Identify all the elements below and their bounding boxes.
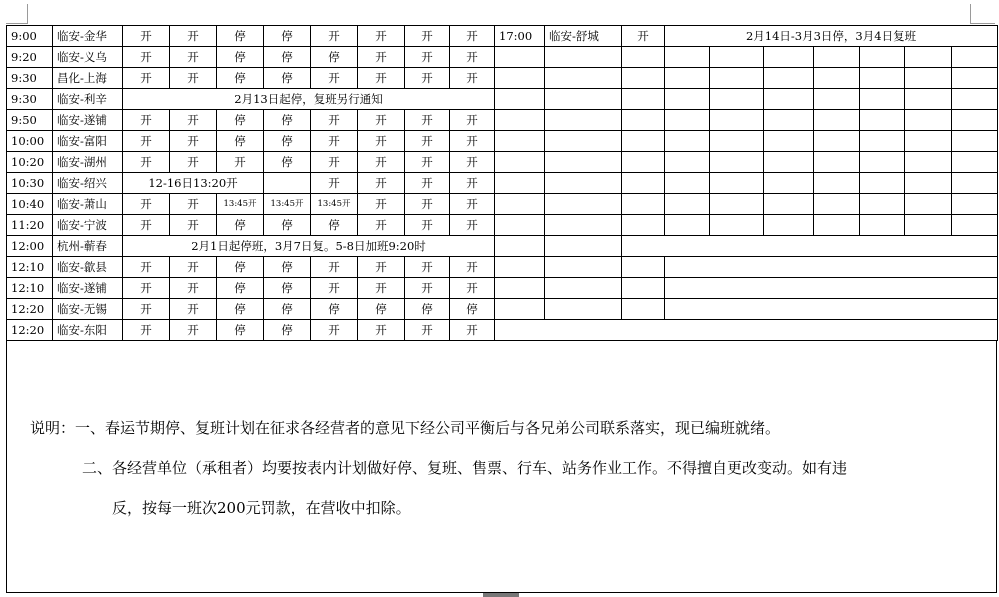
empty-cell	[860, 152, 905, 173]
schedule-day-cell: 开	[450, 278, 495, 299]
empty-cell	[495, 257, 545, 278]
schedule-day-cell: 停	[450, 299, 495, 320]
table-row	[7, 194, 998, 215]
schedule-day-cell: 开	[311, 320, 358, 341]
route-cell: 临安-湖州	[53, 152, 123, 173]
empty-cell	[860, 47, 905, 68]
schedule-day-cell: 停	[358, 299, 405, 320]
schedule-day-cell: 停	[264, 152, 311, 173]
empty-cell	[814, 215, 860, 236]
schedule-day-cell: 停	[311, 299, 358, 320]
empty-cell	[814, 131, 860, 152]
schedule-day-cell: 开	[358, 320, 405, 341]
departure-time-cell: 12:20	[7, 299, 53, 320]
empty-cell	[905, 215, 952, 236]
schedule-day-cell: 开	[123, 110, 170, 131]
schedule-day-cell: 开	[405, 47, 450, 68]
empty-cell	[860, 68, 905, 89]
table-row	[7, 110, 998, 131]
empty-cell	[495, 236, 545, 257]
schedule-day-cell: 开	[311, 152, 358, 173]
empty-cell	[665, 215, 710, 236]
empty-cell	[495, 110, 545, 131]
schedule-day-cell: 开	[450, 194, 495, 215]
empty-cell	[545, 257, 622, 278]
empty-cell	[665, 257, 998, 278]
empty-cell	[545, 47, 622, 68]
empty-cell	[495, 89, 545, 110]
empty-cell	[545, 215, 622, 236]
table-row	[7, 299, 998, 320]
schedule-day-cell: 开	[450, 173, 495, 194]
empty-cell	[622, 215, 665, 236]
empty-cell	[495, 173, 545, 194]
route-cell: 临安-歙县	[53, 257, 123, 278]
empty-cell	[622, 68, 665, 89]
empty-cell	[665, 68, 710, 89]
note-line-1: 说明：一、春运节期停、复班计划在征求各经营者的意见下经公司平衡后与各兄弟公司联系落实，现已编班就绪。	[30, 419, 781, 437]
empty-cell	[622, 89, 665, 110]
empty-cell	[545, 173, 622, 194]
schedule-day-cell: 停	[264, 68, 311, 89]
schedule-day-cell: 开	[123, 68, 170, 89]
schedule-day-cell: 停	[311, 215, 358, 236]
empty-cell	[764, 215, 814, 236]
departure-time-cell: 9:20	[7, 47, 53, 68]
schedule-day-cell: 停	[264, 26, 311, 47]
empty-cell	[952, 110, 998, 131]
empty-cell	[710, 152, 764, 173]
empty-cell	[764, 110, 814, 131]
table-row	[7, 131, 998, 152]
departure-time-cell: 9:00	[7, 26, 53, 47]
empty-cell	[665, 89, 710, 110]
empty-cell	[622, 236, 998, 257]
schedule-day-cell: 停	[217, 47, 264, 68]
route-cell: 临安-义乌	[53, 47, 123, 68]
schedule-day-cell: 停	[264, 257, 311, 278]
empty-cell	[622, 152, 665, 173]
empty-cell	[710, 68, 764, 89]
page-break-marker	[483, 593, 519, 597]
schedule-table	[6, 25, 998, 341]
empty-cell	[764, 173, 814, 194]
empty-cell	[545, 110, 622, 131]
empty-cell	[905, 110, 952, 131]
empty-cell	[495, 320, 998, 341]
schedule-day-cell: 开	[358, 215, 405, 236]
table-row	[7, 215, 998, 236]
empty-cell	[764, 47, 814, 68]
empty-cell	[545, 89, 622, 110]
empty-cell	[545, 194, 622, 215]
schedule-day-cell: 开	[450, 320, 495, 341]
empty-cell	[764, 152, 814, 173]
schedule-day-cell: 开	[405, 215, 450, 236]
table-row	[7, 257, 998, 278]
departure-time-cell: 9:30	[7, 89, 53, 110]
empty-cell	[905, 131, 952, 152]
schedule-note-cell: 2月14日-3月3日停，3月4日复班	[665, 26, 998, 47]
route-cell: 临安-宁波	[53, 215, 123, 236]
empty-cell	[764, 194, 814, 215]
schedule-day-cell: 开	[123, 299, 170, 320]
route-cell: 临安-金华	[53, 26, 123, 47]
schedule-day-cell: 开	[358, 152, 405, 173]
empty-cell	[622, 299, 665, 320]
schedule-day-cell: 开	[311, 278, 358, 299]
empty-cell	[710, 89, 764, 110]
schedule-day-cell: 开	[123, 47, 170, 68]
empty-cell	[952, 194, 998, 215]
departure-time-cell: 12:00	[7, 236, 53, 257]
empty-cell	[814, 89, 860, 110]
empty-cell	[905, 89, 952, 110]
empty-cell	[545, 278, 622, 299]
empty-cell	[710, 215, 764, 236]
schedule-day-cell: 开	[170, 131, 217, 152]
empty-cell	[665, 278, 998, 299]
schedule-day-cell: 13:45开	[217, 194, 264, 215]
empty-cell	[952, 68, 998, 89]
schedule-day-cell: 停	[264, 215, 311, 236]
schedule-day-cell: 停	[264, 47, 311, 68]
schedule-day-cell: 开	[311, 131, 358, 152]
empty-cell	[622, 278, 665, 299]
schedule-day-cell: 开	[358, 173, 405, 194]
schedule-day-cell: 开	[170, 26, 217, 47]
departure-time-cell: 11:20	[7, 215, 53, 236]
empty-cell	[710, 194, 764, 215]
empty-cell	[710, 131, 764, 152]
empty-cell	[860, 194, 905, 215]
empty-cell	[952, 89, 998, 110]
empty-cell	[814, 47, 860, 68]
schedule-day-cell: 停	[405, 299, 450, 320]
schedule-day-cell: 开	[123, 257, 170, 278]
empty-cell	[495, 68, 545, 89]
schedule-day-cell: 开	[170, 215, 217, 236]
schedule-day-cell: 停	[311, 47, 358, 68]
schedule-day-cell: 开	[405, 26, 450, 47]
schedule-day-cell: 13:45开	[264, 194, 311, 215]
schedule-day-cell: 开	[450, 152, 495, 173]
schedule-note-cell: 2月13日起停，复班另行通知	[123, 89, 495, 110]
route-cell: 临安-利辛	[53, 89, 123, 110]
schedule-day-cell: 开	[358, 47, 405, 68]
route-cell: 临安-遂铺	[53, 278, 123, 299]
table-row	[7, 47, 998, 68]
departure-time-cell: 12:20	[7, 320, 53, 341]
empty-cell	[710, 173, 764, 194]
empty-cell	[764, 131, 814, 152]
schedule-day-cell: 停	[217, 320, 264, 341]
table-row	[7, 320, 998, 341]
empty-cell	[952, 173, 998, 194]
route-cell: 临安-舒城	[545, 26, 622, 47]
empty-cell	[622, 173, 665, 194]
schedule-day-cell: 开	[123, 194, 170, 215]
empty-cell	[952, 131, 998, 152]
schedule-day-cell: 开	[405, 278, 450, 299]
empty-cell	[495, 299, 545, 320]
schedule-note-cell: 12-16日13:20开	[123, 173, 264, 194]
empty-cell	[764, 68, 814, 89]
route-cell: 临安-绍兴	[53, 173, 123, 194]
schedule-day-cell: 开	[123, 278, 170, 299]
schedule-day-cell: 开	[358, 194, 405, 215]
schedule-day-cell: 开	[311, 26, 358, 47]
schedule-day-cell: 开	[358, 68, 405, 89]
empty-cell	[905, 152, 952, 173]
empty-cell	[860, 110, 905, 131]
empty-cell	[860, 131, 905, 152]
empty-cell	[814, 173, 860, 194]
schedule-day-cell: 停	[264, 278, 311, 299]
schedule-day-cell: 停	[217, 26, 264, 47]
empty-cell	[622, 194, 665, 215]
departure-time-cell: 9:50	[7, 110, 53, 131]
schedule-day-cell: 开	[450, 131, 495, 152]
route-cell: 临安-东阳	[53, 320, 123, 341]
empty-cell	[665, 152, 710, 173]
schedule-day-cell: 开	[405, 320, 450, 341]
table-row	[7, 152, 998, 173]
route-cell: 昌化-上海	[53, 68, 123, 89]
schedule-day-cell: 开	[311, 257, 358, 278]
empty-cell	[545, 236, 622, 257]
schedule-day-cell: 开	[123, 131, 170, 152]
route-cell: 临安-萧山	[53, 194, 123, 215]
departure-time-cell: 10:30	[7, 173, 53, 194]
page-corner-mark-left-horizontal	[6, 23, 27, 24]
schedule-day-cell: 停	[217, 68, 264, 89]
route-cell: 临安-遂铺	[53, 110, 123, 131]
empty-cell	[905, 173, 952, 194]
schedule-day-cell: 开	[405, 173, 450, 194]
schedule-day-cell: 开	[123, 320, 170, 341]
empty-cell	[764, 89, 814, 110]
schedule-day-cell: 开	[311, 173, 358, 194]
empty-cell	[622, 131, 665, 152]
empty-cell	[814, 110, 860, 131]
schedule-day-cell: 开	[405, 110, 450, 131]
schedule-day-cell: 开	[450, 68, 495, 89]
schedule-day-cell: 开	[405, 257, 450, 278]
schedule-day-cell: 开	[405, 152, 450, 173]
empty-cell	[545, 152, 622, 173]
schedule-day-cell: 停	[217, 257, 264, 278]
empty-cell	[665, 194, 710, 215]
departure-time-cell: 10:20	[7, 152, 53, 173]
schedule-day-cell: 开	[170, 47, 217, 68]
schedule-day-cell: 开	[622, 26, 665, 47]
schedule-day-cell: 开	[170, 110, 217, 131]
schedule-day-cell: 停	[264, 131, 311, 152]
schedule-day-cell: 停	[264, 299, 311, 320]
empty-cell	[495, 131, 545, 152]
note-line-2: 二、各经营单位（承租者）均要按表内计划做好停、复班、售票、行车、站务作业工作。不得擅自更改变动。如有违	[82, 459, 848, 477]
schedule-day-cell: 开	[450, 215, 495, 236]
schedule-day-cell: 开	[311, 68, 358, 89]
table-row	[7, 236, 998, 257]
table-row	[7, 26, 998, 47]
empty-cell	[860, 173, 905, 194]
schedule-day-cell: 开	[170, 152, 217, 173]
schedule-day-cell: 开	[123, 215, 170, 236]
empty-cell	[710, 47, 764, 68]
empty-cell	[905, 47, 952, 68]
empty-cell	[495, 194, 545, 215]
empty-cell	[665, 299, 998, 320]
schedule-day-cell: 开	[450, 26, 495, 47]
notes-section	[6, 341, 997, 593]
empty-cell	[665, 110, 710, 131]
schedule-day-cell: 开	[311, 110, 358, 131]
schedule-day-cell	[264, 173, 311, 194]
page-corner-mark-right-horizontal	[971, 23, 995, 24]
empty-cell	[952, 152, 998, 173]
empty-cell	[860, 89, 905, 110]
empty-cell	[495, 278, 545, 299]
empty-cell	[952, 47, 998, 68]
empty-cell	[665, 131, 710, 152]
schedule-day-cell: 开	[170, 68, 217, 89]
table-row	[7, 278, 998, 299]
schedule-day-cell: 开	[358, 110, 405, 131]
empty-cell	[814, 194, 860, 215]
empty-cell	[622, 47, 665, 68]
schedule-day-cell: 13:45开	[311, 194, 358, 215]
schedule-day-cell: 开	[170, 257, 217, 278]
schedule-day-cell: 开	[405, 194, 450, 215]
schedule-day-cell: 开	[405, 131, 450, 152]
empty-cell	[622, 257, 665, 278]
empty-cell	[545, 131, 622, 152]
empty-cell	[665, 47, 710, 68]
empty-cell	[710, 110, 764, 131]
empty-cell	[814, 68, 860, 89]
empty-cell	[622, 110, 665, 131]
schedule-day-cell: 开	[358, 257, 405, 278]
schedule-day-cell: 开	[170, 278, 217, 299]
empty-cell	[545, 299, 622, 320]
empty-cell	[860, 215, 905, 236]
schedule-day-cell: 开	[123, 26, 170, 47]
schedule-day-cell: 开	[170, 194, 217, 215]
schedule-day-cell: 停	[217, 110, 264, 131]
schedule-day-cell: 开	[450, 47, 495, 68]
schedule-day-cell: 开	[358, 131, 405, 152]
empty-cell	[665, 173, 710, 194]
schedule-day-cell: 开	[450, 110, 495, 131]
schedule-day-cell: 停	[217, 215, 264, 236]
page-corner-mark-left-vertical	[27, 4, 28, 24]
departure-time-cell: 12:10	[7, 278, 53, 299]
departure-time-cell: 12:10	[7, 257, 53, 278]
empty-cell	[905, 194, 952, 215]
route-cell: 临安-无锡	[53, 299, 123, 320]
departure-time-cell: 9:30	[7, 68, 53, 89]
schedule-day-cell: 停	[217, 299, 264, 320]
schedule-day-cell: 开	[405, 68, 450, 89]
schedule-day-cell: 开	[123, 152, 170, 173]
empty-cell	[495, 47, 545, 68]
schedule-day-cell: 开	[170, 299, 217, 320]
note-line-3: 反，按每一班次200元罚款，在营收中扣除。	[112, 499, 411, 517]
schedule-day-cell: 开	[358, 278, 405, 299]
schedule-note-cell: 2月1日起停班，3月7日复。5-8日加班9:20时	[123, 236, 495, 257]
schedule-day-cell: 停	[264, 110, 311, 131]
schedule-table-body	[7, 26, 998, 341]
route-cell: 临安-富阳	[53, 131, 123, 152]
schedule-day-cell: 停	[217, 278, 264, 299]
schedule-day-cell: 开	[450, 257, 495, 278]
table-row	[7, 89, 998, 110]
schedule-day-cell: 开	[358, 26, 405, 47]
schedule-day-cell: 停	[217, 131, 264, 152]
empty-cell	[495, 152, 545, 173]
schedule-day-cell: 开	[217, 152, 264, 173]
table-row	[7, 68, 998, 89]
schedule-day-cell: 停	[264, 320, 311, 341]
empty-cell	[545, 68, 622, 89]
departure-time-cell: 10:40	[7, 194, 53, 215]
empty-cell	[952, 215, 998, 236]
page-corner-mark-right-vertical	[970, 4, 971, 24]
route-cell: 杭州-蕲春	[53, 236, 123, 257]
departure-time-cell: 10:00	[7, 131, 53, 152]
table-row	[7, 173, 998, 194]
empty-cell	[814, 152, 860, 173]
empty-cell	[495, 215, 545, 236]
departure-time-cell: 17:00	[495, 26, 545, 47]
empty-cell	[905, 68, 952, 89]
schedule-day-cell: 开	[170, 320, 217, 341]
